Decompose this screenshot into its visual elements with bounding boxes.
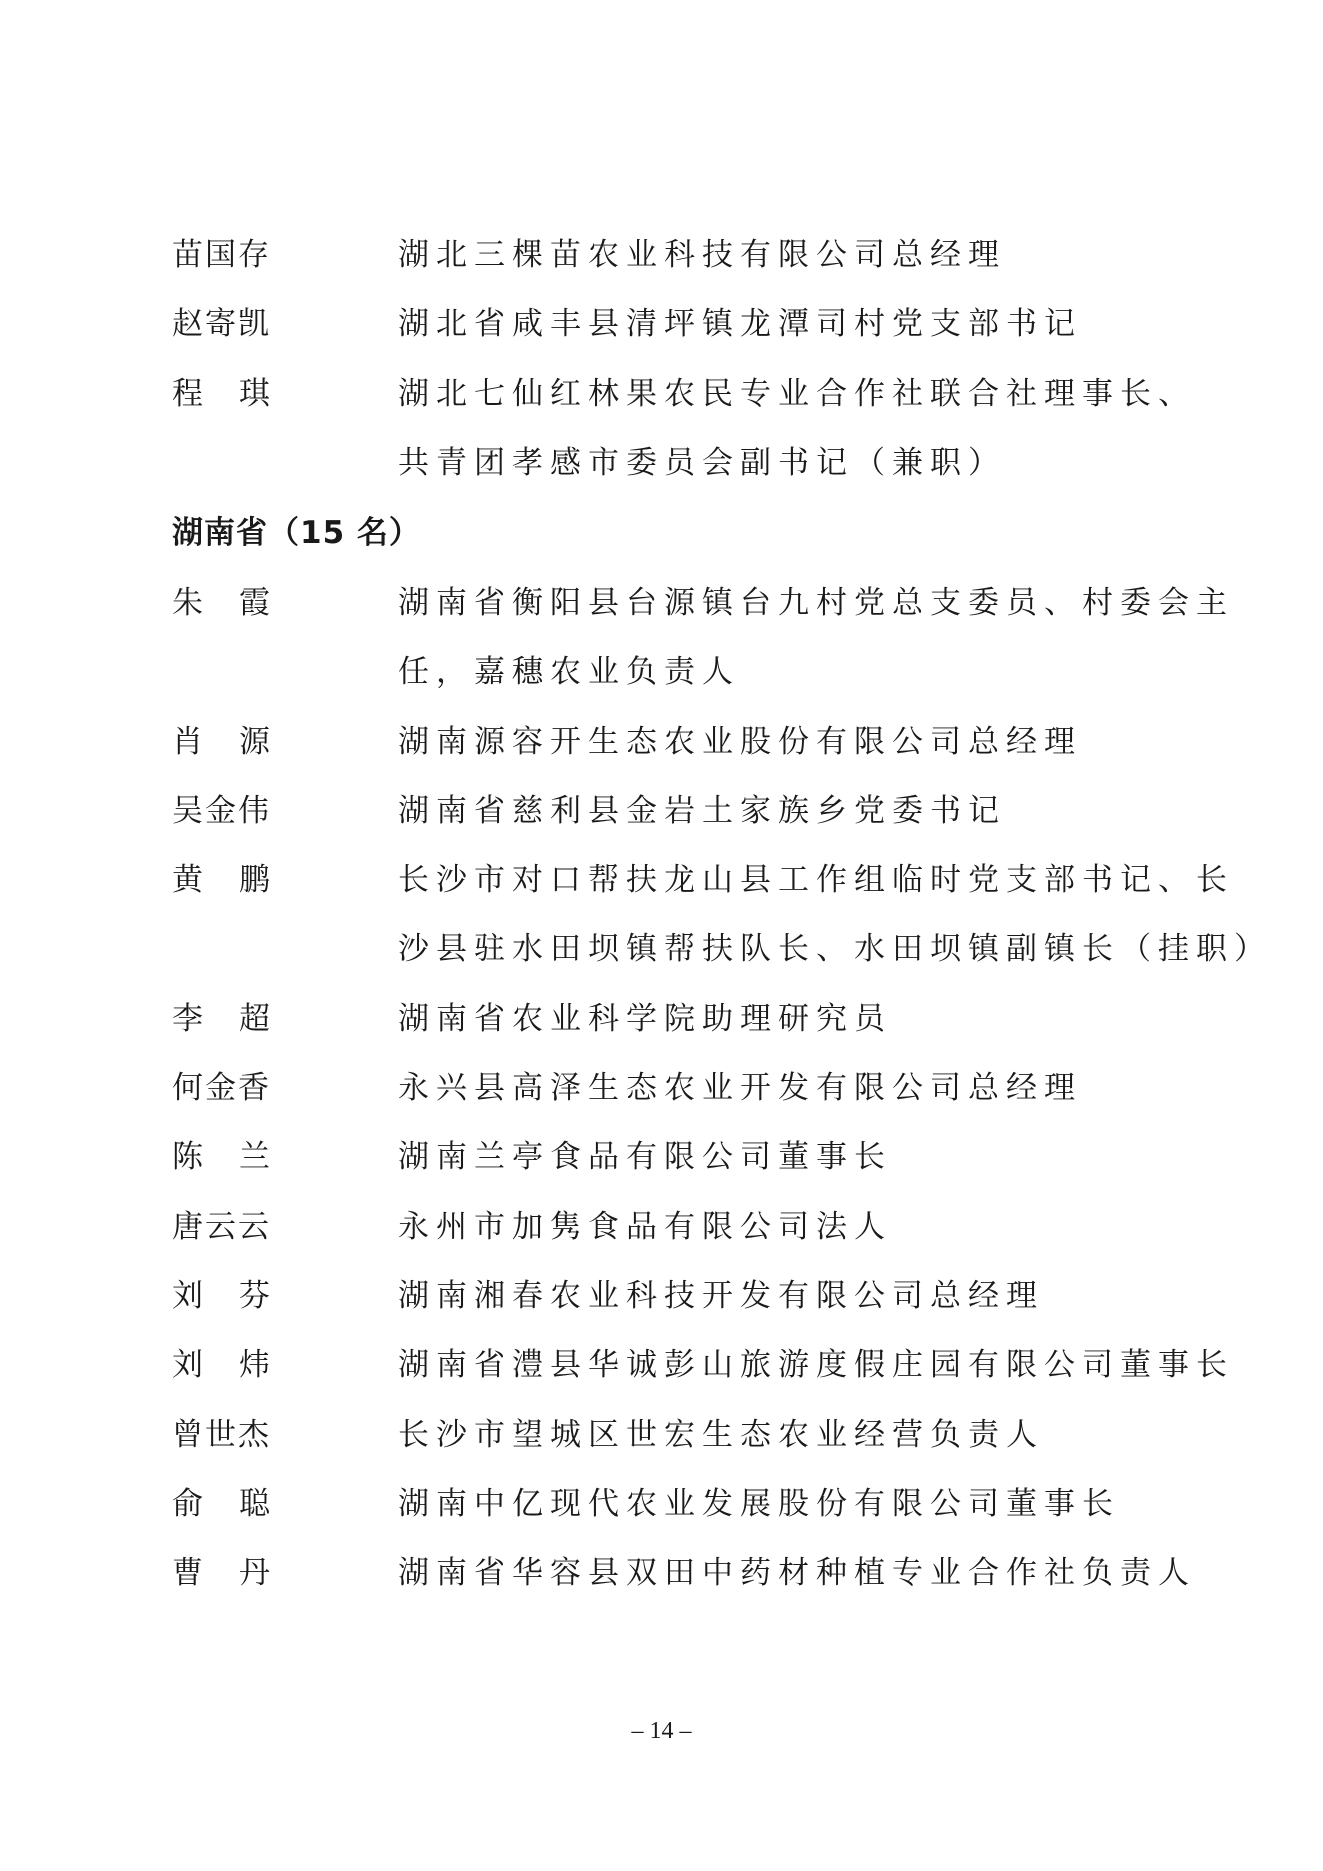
person-title-line: 任，嘉穗农业负责人: [398, 654, 740, 691]
person-title-line: 湖南省澧县华诚彭山旅游度假庄园有限公司董事长: [398, 1347, 1234, 1384]
person-name: [172, 1138, 272, 1176]
person-title-line: 湖南源容开生态农业股份有限公司总经理: [398, 723, 1082, 760]
person-name: 赵寄凯: [172, 306, 271, 343]
person-name: 何金香: [172, 1070, 271, 1107]
person-name-char: 刘: [172, 1278, 205, 1314]
person-name-char: 陈: [172, 1139, 205, 1176]
person-title-line: 湖南省华容县双田中药材种植专业合作社负责人: [398, 1555, 1196, 1592]
person-name-char: 程: [172, 375, 205, 412]
person-title-line: 湖南省农业科学院助理研究员: [398, 1000, 892, 1037]
person-name: [172, 1000, 272, 1038]
person-name: [172, 375, 272, 413]
person-name: [172, 861, 272, 899]
person-title-line: 湖北省咸丰县清坪镇龙潭司村党支部书记: [398, 306, 1082, 343]
person-name: 唐云云: [172, 1208, 271, 1245]
person-title-line: 湖南省衡阳县台源镇台九村党总支委员、村委会主: [398, 585, 1234, 621]
person-name-char: 兰: [239, 1139, 272, 1176]
person-title-line: 长沙市望城区世宏生态农业经营负责人: [398, 1416, 1044, 1453]
person-name: 曾世杰: [172, 1416, 271, 1453]
person-title-line: 沙县驻水田坝镇帮扶队长、水田坝镇副镇长（挂职）: [398, 931, 1272, 968]
person-name-char: 丹: [239, 1555, 272, 1592]
person-name-char: 源: [239, 723, 272, 760]
person-name: [172, 584, 272, 622]
person-name: 吴金伟: [172, 792, 271, 829]
person-title-line: 永州市加隽食品有限公司法人: [398, 1208, 892, 1245]
person-name-char: 肖: [172, 723, 205, 760]
person-name-char: 俞: [172, 1485, 205, 1522]
person-title-line: 湖北三棵苗农业科技有限公司总经理: [398, 237, 1006, 273]
section-heading-hunan: 湖南省（15 名）: [172, 515, 421, 551]
person-name-char: 琪: [239, 375, 272, 412]
person-title-line: 湖南兰亭食品有限公司董事长: [398, 1139, 892, 1176]
person-name: [172, 1346, 272, 1384]
person-name: [172, 1485, 272, 1523]
person-title-line: 湖南中亿现代农业发展股份有限公司董事长: [398, 1485, 1120, 1522]
person-name-char: 黄: [172, 862, 205, 899]
person-name-char: 鹏: [239, 862, 272, 899]
person-name: [172, 1277, 272, 1315]
person-title-line: 长沙市对口帮扶龙山县工作组临时党支部书记、长: [398, 862, 1234, 899]
person-name-char: 刘: [172, 1347, 205, 1384]
person-name: 苗国存: [172, 237, 271, 273]
page-number: – 14 –: [631, 1718, 692, 1744]
person-name-char: 超: [239, 1000, 272, 1037]
person-name-char: 炜: [239, 1347, 272, 1384]
person-title-line: 永兴县高泽生态农业开发有限公司总经理: [398, 1070, 1082, 1107]
person-name-char: 霞: [239, 585, 272, 621]
person-title-line: 湖南省慈利县金岩土家族乡党委书记: [398, 792, 1006, 829]
person-title-line: 湖北七仙红林果农民专业合作社联合社理事长、: [398, 375, 1196, 412]
person-title-line: 共青团孝感市委员会副书记（兼职）: [398, 444, 1006, 481]
person-name-char: 朱: [172, 585, 205, 621]
person-name: [172, 723, 272, 761]
person-name-char: 曹: [172, 1555, 205, 1592]
person-name-char: 李: [172, 1000, 205, 1037]
person-name: [172, 1554, 272, 1592]
person-title-line: 湖南湘春农业科技开发有限公司总经理: [398, 1278, 1044, 1314]
person-name-char: 聪: [239, 1485, 272, 1522]
person-name-char: 芬: [239, 1278, 272, 1314]
